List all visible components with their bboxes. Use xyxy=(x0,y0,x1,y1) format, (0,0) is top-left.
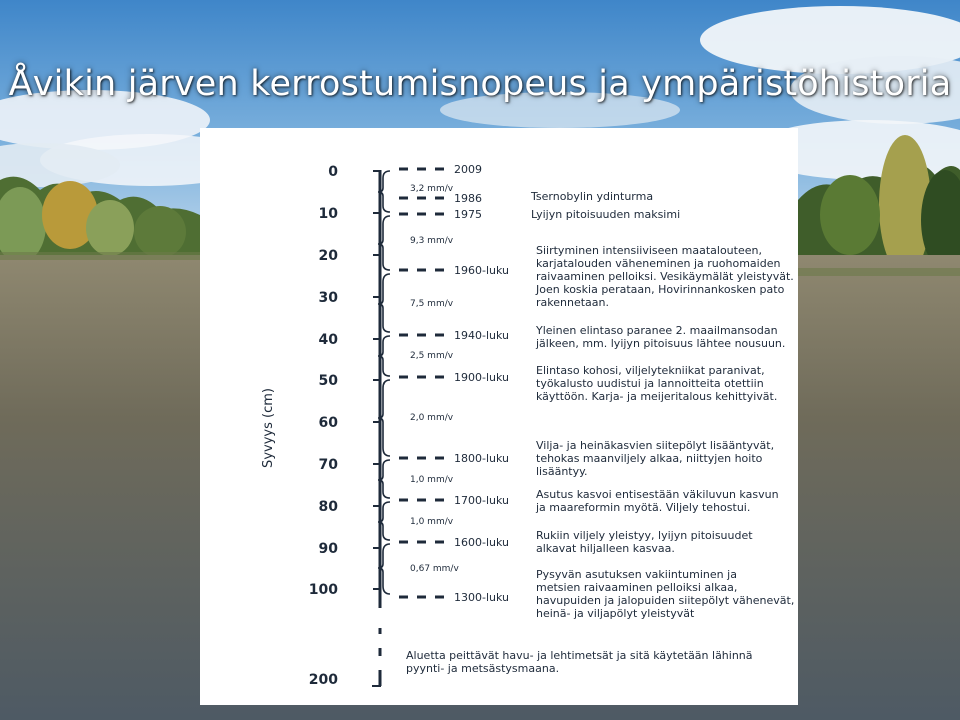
event-text: jälkeen, mm. lyijyn pitoisuus lähtee nousuun. xyxy=(536,337,786,350)
rate-label: 2,5 mm/v xyxy=(410,351,454,361)
event-text: tehokas maanviljely alkaa, niittyjen hoito xyxy=(536,452,763,465)
marker-label: 2009 xyxy=(454,163,482,176)
event-text: alkavat hiljalleen kasvaa. xyxy=(536,542,675,555)
rate-label: 9,3 mm/v xyxy=(410,236,454,246)
event-text: Joen koskia perataan, Hovirinnankosken pato xyxy=(536,283,785,296)
rate-label: 2,0 mm/v xyxy=(410,413,454,423)
marker-label: 1975 xyxy=(454,208,482,221)
rate-label: 7,5 mm/v xyxy=(410,299,454,309)
marker-label: 1940-luku xyxy=(454,329,509,342)
depth-tick: 0 xyxy=(328,164,338,180)
rate-label: 1,0 mm/v xyxy=(410,475,454,485)
rate-label: 0,67 mm/v xyxy=(410,564,459,574)
depth-scale xyxy=(372,170,381,686)
depth-tick: 70 xyxy=(318,457,338,473)
event-text: käyttöön. Karja- ja meijeritalous kehittyivät. xyxy=(536,390,778,403)
marker-label: 1700-luku xyxy=(454,494,509,507)
depth-axis-label: Syvyys (cm) xyxy=(261,388,276,468)
depth-tick: 50 xyxy=(318,373,338,389)
marker-label: 1800-luku xyxy=(454,452,509,465)
depth-tick: 200 xyxy=(308,672,338,688)
event-text: Pysyvän asutuksen vakiintuminen ja xyxy=(536,568,737,581)
depth-tick: 80 xyxy=(318,499,338,515)
rate-label: 3,2 mm/v xyxy=(410,184,454,194)
event-text: havupuiden ja jalopuiden siitepölyt vähenevät, xyxy=(536,594,795,607)
event-text: Yleinen elintaso paranee 2. maailmansodan xyxy=(536,324,778,337)
marker-label: 1986 xyxy=(454,192,482,205)
event-text: raivaaminen pelloiksi. Vesikäymälät yleistyvät. xyxy=(536,270,794,283)
event-text: heinä- ja viljapölyt yleistyvät xyxy=(536,607,695,620)
marker-label: 1300-luku xyxy=(454,591,509,604)
marker-label: 1600-luku xyxy=(454,536,509,549)
depth-tick: 100 xyxy=(308,582,338,598)
event-text: metsien raivaaminen pelloiksi alkaa, xyxy=(536,581,738,594)
event-text: Tsernobylin ydinturma xyxy=(531,190,654,203)
depth-tick: 90 xyxy=(318,541,338,557)
event-text: Lyijyn pitoisuuden maksimi xyxy=(531,208,681,221)
event-text: lisääntyy. xyxy=(536,465,588,478)
event-text: Aluetta peittävät havu- ja lehtimetsät ja sitä käytetään lähinnä xyxy=(406,649,753,662)
depth-tick: 20 xyxy=(318,248,338,264)
marker-label: 1960-luku xyxy=(454,264,509,277)
depth-tick: 60 xyxy=(318,415,338,431)
event-text: pyynti- ja metsästysmaana. xyxy=(406,662,560,675)
marker-label: 1900-luku xyxy=(454,371,509,384)
marker-dashes xyxy=(399,169,444,597)
rate-label: 1,0 mm/v xyxy=(410,517,454,527)
event-text: rakennetaan. xyxy=(536,296,609,309)
event-text: Siirtyminen intensiiviseen maatalouteen, xyxy=(536,244,762,257)
depth-tick: 10 xyxy=(318,206,338,222)
slide-title: Åvikin järven kerrostumisnopeus ja ympäristöhistoria xyxy=(8,64,952,104)
event-text: Asutus kasvoi entisestään väkiluvun kasvun xyxy=(536,488,779,501)
event-text: Elintaso kohosi, viljelytekniikat paranivat, xyxy=(536,364,765,377)
depth-tick: 30 xyxy=(318,290,338,306)
event-text: karjatalouden väheneminen ja ruohomaiden xyxy=(536,257,781,270)
event-text: Rukiin viljely yleistyy, lyijyn pitoisuudet xyxy=(536,529,753,542)
event-text: ja maareformin myötä. Viljely tehostui. xyxy=(536,501,751,514)
event-text: työkalusto uudistui ja lannoitteita otettiin xyxy=(536,377,764,390)
sediment-history-diagram xyxy=(200,128,798,705)
depth-tick: 40 xyxy=(318,332,338,348)
event-text: Vilja- ja heinäkasvien siitepölyt lisääntyvät, xyxy=(536,439,775,452)
